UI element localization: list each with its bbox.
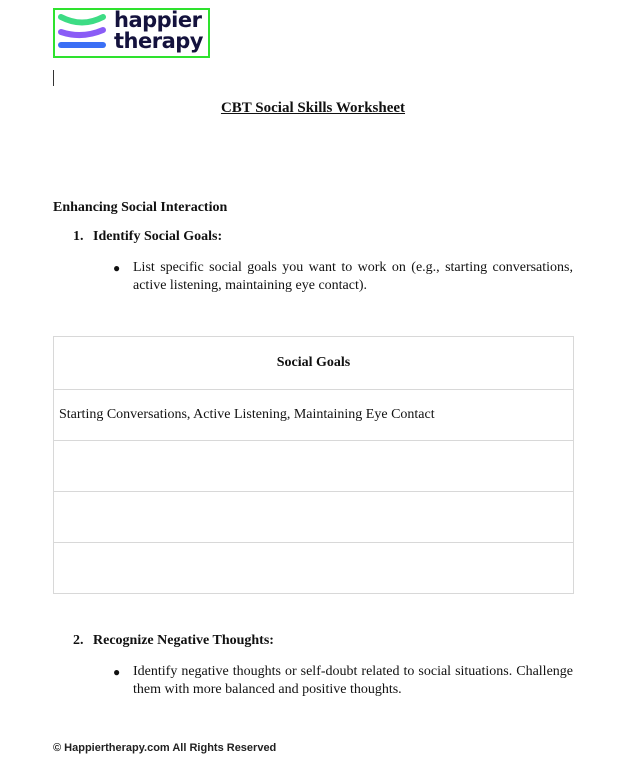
bullet-item-1 — [113, 259, 573, 295]
table-row — [54, 441, 574, 492]
list-heading-text: Recognize Negative Thoughts: — [93, 633, 274, 648]
table-cell[interactable] — [54, 441, 574, 492]
table-row — [54, 492, 574, 543]
bullet-text: Identify negative thoughts or self-doubt related to social situations. Challenge them with more balanced and positive thoughts. — [133, 664, 573, 697]
bullet-icon: ● — [113, 261, 121, 275]
bullet-item-2 — [113, 663, 573, 699]
bullet-text: List specific social goals you want to work on (e.g., starting conversations, active listening, maintaining eye contact). — [133, 260, 573, 293]
list-number: 2. — [73, 633, 84, 648]
text-cursor — [53, 70, 54, 86]
logo-wordmark — [114, 10, 203, 52]
table-row — [54, 390, 574, 441]
table-cell[interactable] — [54, 543, 574, 594]
table-header: Social Goals — [54, 337, 574, 390]
copyright-footer: © Happiertherapy.com All Rights Reserved — [53, 742, 277, 754]
section-heading: Enhancing Social Interaction — [53, 200, 228, 215]
logo-line-2: therapy — [114, 29, 203, 53]
list-number: 1. — [73, 229, 84, 244]
table-cell[interactable] — [54, 492, 574, 543]
social-goals-table — [53, 336, 574, 594]
list-heading-text: Identify Social Goals: — [93, 229, 223, 244]
logo-stripes-icon — [57, 12, 107, 54]
bullet-icon: ● — [113, 665, 121, 679]
logo-line-1: happier — [114, 8, 202, 32]
table-cell[interactable]: Starting Conversations, Active Listening, Maintaining Eye Contact — [54, 390, 574, 441]
table-row — [54, 543, 574, 594]
document-title: CBT Social Skills Worksheet — [220, 100, 406, 116]
brand-logo — [53, 8, 210, 58]
